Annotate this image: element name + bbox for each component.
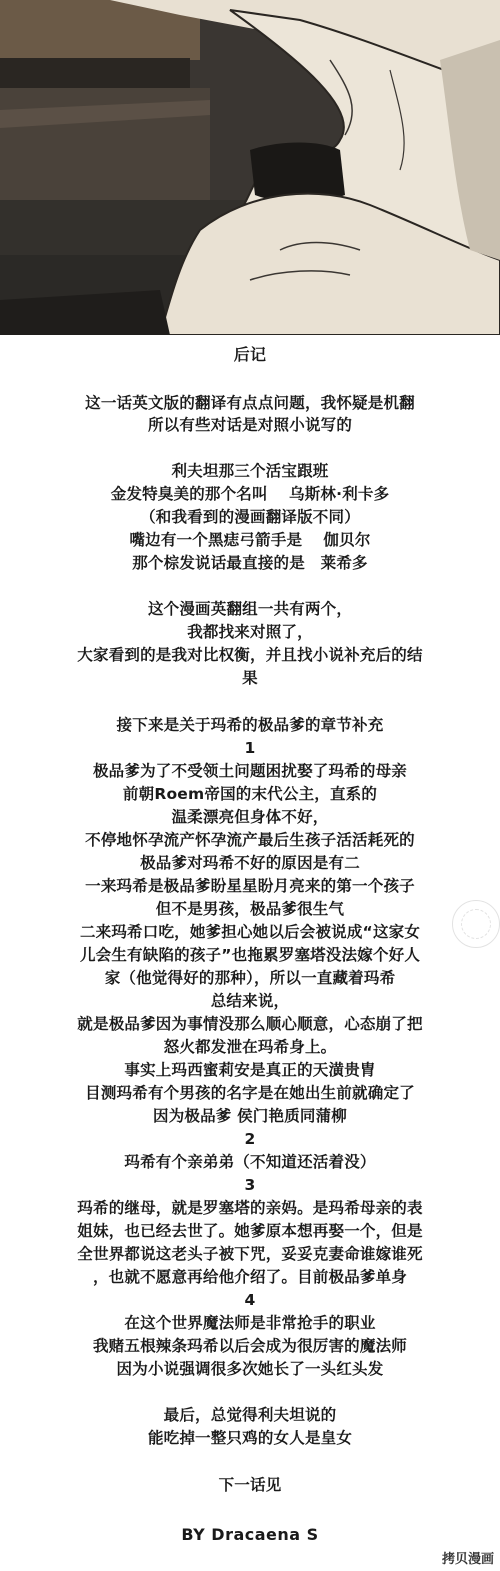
afterword-line: 这一话英文版的翻译有点点问题，我怀疑是机翻	[85, 394, 415, 412]
afterword-line: 最后，总觉得利夫坦说的	[163, 1406, 337, 1424]
afterword-title: 后记	[233, 345, 267, 364]
section-number: 2	[244, 1130, 256, 1148]
afterword-line: 果	[242, 669, 258, 687]
afterword-line: 那个棕发说话最直接的是 莱希多	[132, 554, 368, 572]
afterword-line: 儿会生有缺陷的孩子”也拖累罗塞塔没法嫁个好人	[79, 946, 421, 964]
afterword-line: 因为小说强调很多次她长了一头红头发	[116, 1360, 384, 1378]
afterword-line: 在这个世界魔法师是非常抢手的职业	[124, 1314, 376, 1332]
afterword-line: 玛希的继母，就是罗塞塔的亲妈。是玛希母亲的表	[77, 1199, 423, 1217]
afterword-line: 能吃掉一整只鸡的女人是皇女	[147, 1429, 353, 1447]
afterword-line: 所以有些对话是对照小说写的	[147, 416, 353, 434]
watermark-seal-icon	[452, 900, 500, 948]
afterword-line: 目测玛希有个男孩的名字是在她出生前就确定了	[85, 1084, 415, 1102]
section-number: 3	[244, 1176, 256, 1194]
afterword-line: 嘴边有一个黑痣弓箭手是 伽贝尔	[129, 531, 371, 549]
afterword-line: 前朝Roem帝国的末代公主，直系的	[122, 785, 378, 803]
afterword-line: 事实上玛西蜜莉安是真正的天潢贵胄	[124, 1061, 376, 1079]
afterword-line: （和我看到的漫画翻译版不同）	[140, 508, 360, 526]
afterword-line: 我都找来对照了，	[187, 623, 313, 641]
afterword-line: 极品爹对玛希不好的原因是有二	[140, 854, 360, 872]
comic-panel-illustration	[0, 0, 500, 335]
afterword-line: 不停地怀孕流产怀孕流产最后生孩子活活耗死的	[85, 831, 415, 849]
afterword-line: 二来玛希口吃，她爹担心她以后会被说成“这家女	[79, 923, 421, 941]
watermark-text: 拷贝漫画	[441, 1552, 494, 1567]
afterword-line: 一来玛希是极品爹盼星星盼月亮来的第一个孩子	[85, 877, 415, 895]
afterword-line: 全世界都说这老头子被下咒，妥妥克妻命谁嫁谁死	[77, 1245, 423, 1263]
afterword-line: 大家看到的是我对比权衡，并且找小说补充后的结	[77, 646, 423, 664]
afterword-line: 极品爹为了不受领土问题困扰娶了玛希的母亲	[92, 762, 407, 780]
afterword-line: 玛希有个亲弟弟（不知道还活着没）	[124, 1153, 376, 1171]
afterword-line: 总结来说，	[210, 992, 290, 1010]
afterword-line: 下一话见	[218, 1476, 282, 1494]
afterword-line: 接下来是关于玛希的极品爹的章节补充	[116, 716, 384, 734]
afterword-line: 利夫坦那三个活宝跟班	[171, 462, 329, 480]
section-number: 1	[244, 739, 256, 757]
afterword-text-area	[0, 335, 500, 1571]
afterword-line: 金发特臭美的那个名叫 乌斯林·利卡多	[110, 485, 390, 503]
comic-panel	[0, 0, 500, 335]
afterword-line: 温柔漂亮但身体不好，	[171, 808, 329, 826]
section-number: 4	[244, 1291, 256, 1309]
afterword-line: 姐妹，也已经去世了。她爹原本想再娶一个，但是	[77, 1222, 423, 1240]
afterword-line: 这个漫画英翻组一共有两个，	[147, 600, 353, 618]
afterword-line: 家（他觉得好的那种），所以一直藏着玛希	[104, 969, 396, 987]
afterword-line: 就是极品爹因为事情没那么顺心顺意，心态崩了把	[77, 1015, 423, 1033]
afterword-line: 我赌五根辣条玛希以后会成为很厉害的魔法师	[92, 1337, 407, 1355]
author-signature: BY Dracaena S	[181, 1525, 319, 1544]
afterword-line: 怒火都发泄在玛希身上。	[163, 1038, 337, 1056]
afterword-line: 但不是男孩，极品爹很生气	[155, 900, 345, 918]
afterword-line: ，也就不愿意再给他介绍了。目前极品爹单身	[92, 1268, 407, 1286]
afterword-line: 因为极品爹 侯门艳质同蒲柳	[153, 1107, 347, 1125]
